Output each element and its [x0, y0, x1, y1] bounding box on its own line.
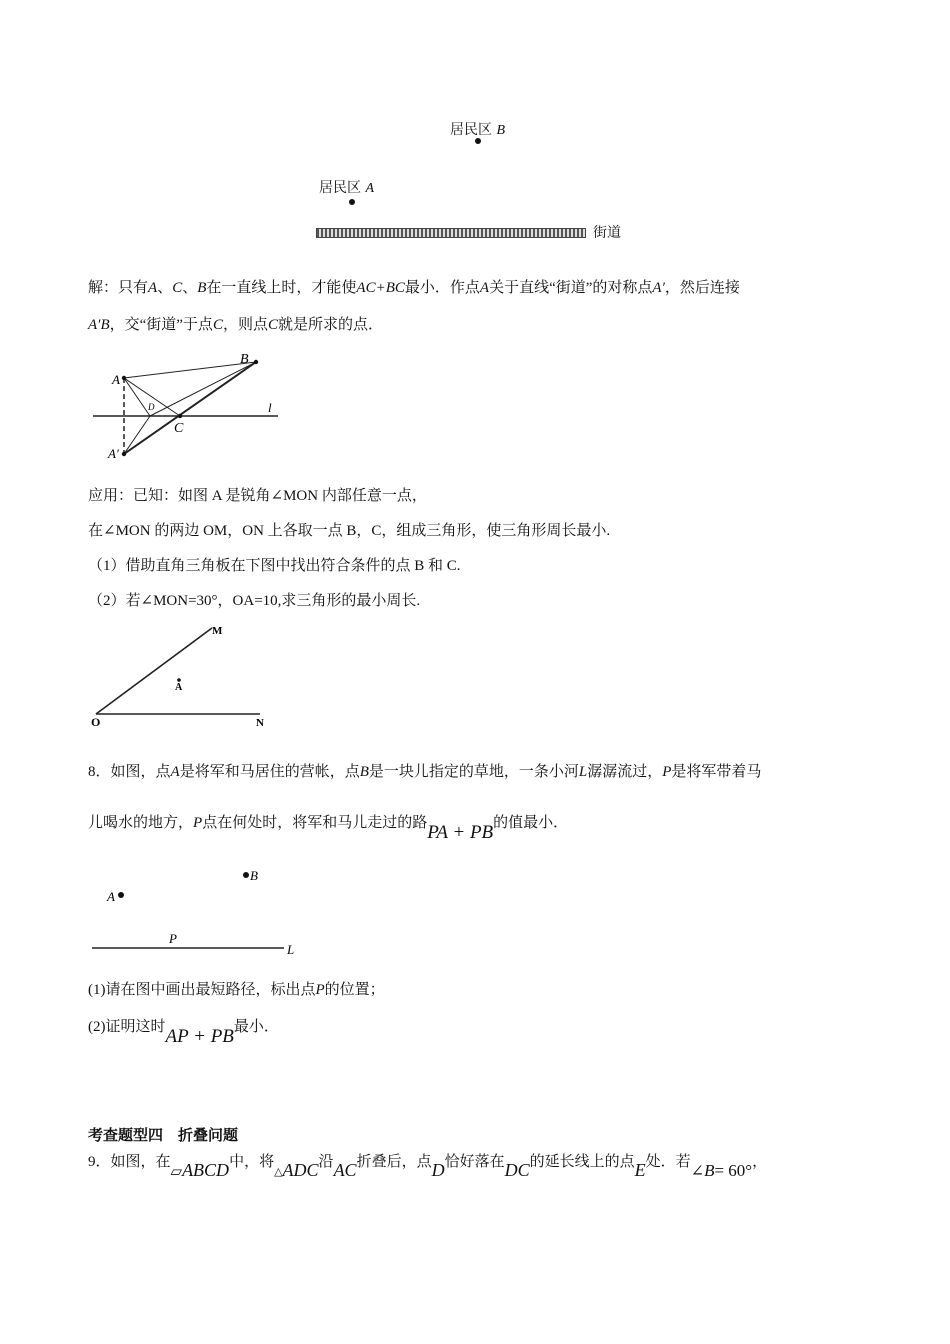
segment-ad: [124, 378, 150, 416]
point-a: [118, 892, 124, 898]
figure-angle-mon: [88, 622, 278, 730]
q8-line-2: 儿喝水的地方，P点在何处时，将军和马儿走过的路PA + PB的值最小．: [88, 815, 569, 843]
point-a-prime: [122, 452, 126, 456]
point-b-dot: [475, 138, 481, 144]
segment-db: [150, 362, 256, 416]
label-a: A: [175, 682, 183, 693]
point-b: [254, 360, 258, 364]
application-line-4: （2）若∠MON=30°，OA=10,求三角形的最小周长.: [88, 593, 421, 609]
label-d: D: [148, 402, 155, 412]
q8-sub-2: (2)证明这时AP + PB最小．: [88, 1019, 279, 1047]
application-line-1: 应用：已知：如图 A 是锐角∠MON 内部任意一点，: [88, 488, 427, 504]
label-a-prime: A′: [108, 446, 119, 461]
application-line-3: （1）借助直角三角板在下图中找出符合条件的点 B 和 C.: [88, 558, 461, 574]
label-residential-a: 居民区 A: [319, 180, 375, 196]
figure-river: [88, 862, 308, 962]
point-c: [178, 414, 182, 418]
ray-om: [96, 628, 212, 714]
label-l: l: [268, 400, 272, 415]
q9-line-1: 9．如图，在▱ABCD中，将$_\triangle$ADC沿AC折叠后，点D恰好落在DC的延长线上的点E处．若∠B= 60°，: [88, 1154, 768, 1180]
point-a-dot: [349, 199, 355, 205]
street-bar: [316, 228, 586, 238]
figure-reflection: [88, 352, 288, 464]
solution-line-1: 解：只有A、C、B在一直线上时，才能使AC+BC最小．作点A关于直线“街道”的对称点A′，然后连接: [88, 280, 740, 296]
label-b: B: [250, 868, 258, 883]
application-line-2: 在∠MON 的两边 OM，ON 上各取一点 B，C，组成三角形，使三角形周长最小.: [88, 523, 611, 539]
label-l: L: [287, 942, 295, 957]
label-p: P: [169, 931, 177, 946]
label-c: C: [174, 421, 184, 436]
label-n: N: [256, 717, 264, 729]
label-street: 街道: [593, 225, 621, 241]
q8-line-1: 8．如图，点A是将军和马居住的营帐，点B是一块儿指定的草地，一条小河L潺潺流过，P是将军带着马: [88, 764, 762, 780]
label-b: B: [240, 352, 249, 367]
section-title: 考查题型四 折叠问题: [88, 1126, 239, 1144]
point-b: [243, 872, 249, 878]
segment-a-prime-d: [124, 416, 150, 454]
math-pa-pb: PA + PB: [427, 822, 494, 843]
q8-sub-1: (1)请在图中画出最短路径，标出点P的位置；: [88, 982, 385, 998]
label-residential-b: 居民区 B: [450, 122, 506, 138]
label-m: M: [212, 625, 223, 637]
point-a: [122, 376, 126, 380]
label-a: A: [107, 889, 115, 904]
figure-residential-street: [310, 110, 640, 245]
solution-line-2: A′B，交“街道”于点C，则点C就是所求的点．: [88, 317, 383, 333]
math-ap-pb: AP + PB: [165, 1026, 234, 1047]
label-o: O: [91, 715, 101, 729]
label-a: A: [112, 372, 120, 387]
